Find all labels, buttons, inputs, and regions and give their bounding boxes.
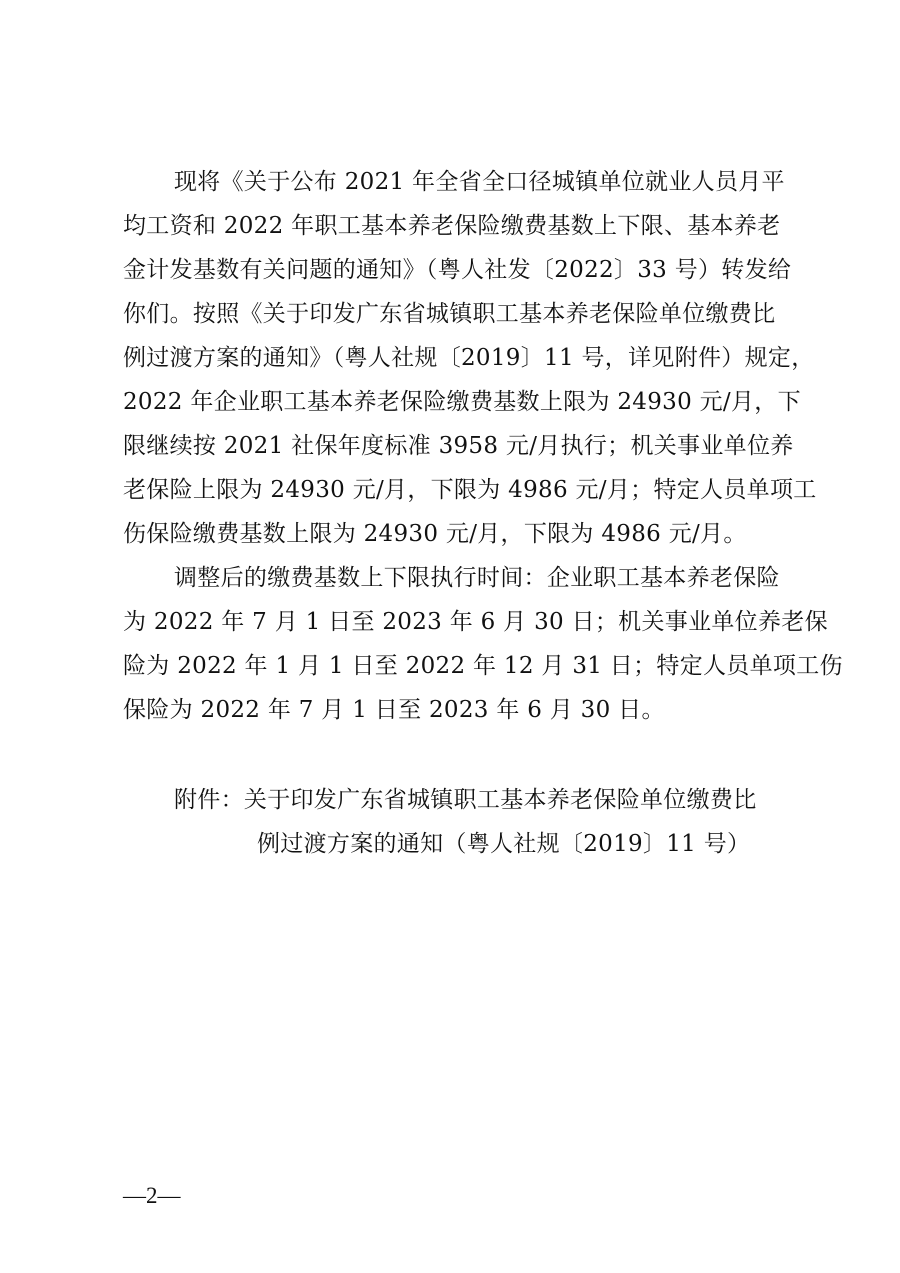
paragraph-line: 保险为 2022 年 7 月 1 日至 2023 年 6 月 30 日。	[123, 697, 665, 723]
paragraph-line: 2022 年企业职工基本养老保险缴费基数上限为 24930 元/月，下	[123, 389, 801, 415]
paragraph-line: 现将《关于公布 2021 年全省全口径城镇单位就业人员月平	[174, 169, 785, 195]
paragraph-line: 调整后的缴费基数上下限执行时间：企业职工基本养老保险	[174, 565, 780, 591]
attachment-line: 附件：关于印发广东省城镇职工基本养老保险单位缴费比	[174, 787, 757, 813]
paragraph-line: 为 2022 年 7 月 1 日至 2023 年 6 月 30 日；机关事业单位养老保	[123, 609, 828, 635]
paragraph-line: 老保险上限为 24930 元/月，下限为 4986 元/月；特定人员单项工	[123, 477, 817, 503]
attachment-line: 例过渡方案的通知（粤人社规〔2019〕11 号）	[257, 831, 751, 857]
paragraph-line: 你们。按照《关于印发广东省城镇职工基本养老保险单位缴费比	[123, 301, 776, 327]
page-number: —2—	[123, 1183, 181, 1208]
paragraph-line: 险为 2022 年 1 月 1 日至 2022 年 12 月 31 日；特定人员单项工伤	[123, 653, 843, 679]
paragraph-line: 均工资和 2022 年职工基本养老保险缴费基数上下限、基本养老	[123, 213, 781, 239]
paragraph-line: 例过渡方案的通知》（粤人社规〔2019〕11 号，详见附件）规定，	[123, 345, 815, 371]
paragraph-line: 限继续按 2021 社保年度标准 3958 元/月执行；机关事业单位养	[123, 433, 794, 459]
paragraph-line: 金计发基数有关问题的通知》（粤人社发〔2022〕33 号）转发给	[123, 257, 792, 283]
paragraph-line: 伤保险缴费基数上限为 24930 元/月，下限为 4986 元/月。	[123, 521, 747, 547]
